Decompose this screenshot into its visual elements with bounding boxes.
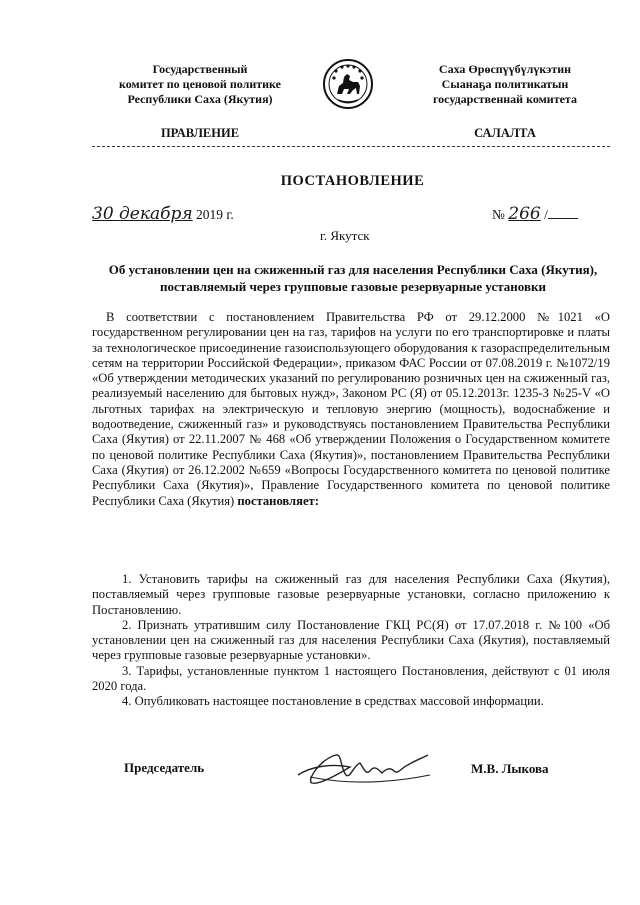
department-right: САЛАЛТА xyxy=(474,126,536,140)
resolution-item: 3. Тарифы, установленные пунктом 1 настоящего Постановления, действуют с 01 июля 2020 года. xyxy=(92,663,610,694)
preamble-text: В соответствии с постановлением Правительства РФ от 29.12.2000 №1021 «О государственном регулировании цен на газ, тарифов на услуги по его транспортировке и платы за технологическое присоединение газоиспользующего оборудования к газораспределительным сетям на территории Российской Федерации», приказом ФАС России от 07.08.2019 г. №1072/19 «Об утверждении методических указаний по регулированию розничных цен на сжиженный газ, реализуемый населению для бытовых нужд», Законом РС (Я) от 05.12.2013г. 1235-З №25-V «О льготных тарифах на электрическую и тепловую энергию (мощность), водоснабжение и водоотведение, сжиженный газ» и руководствуясь постановлением Правительства Республики Саха (Якутия) от 22.11.2007 № 468 «Об утверждении Положения о Государственном комитете по ценовой политике Республики Саха (Якутия)», постановлением Правительства Республики Саха (Якутия) от 26.12.2002 №659 «Вопросы Государственного комитета по ценовой политике Республики Саха (Якутия)», Правление Государственного комитета по ценовой политике Республики Саха (Якутия) xyxy=(92,310,610,508)
header-right-line: государственнай комитета xyxy=(433,92,577,106)
signatory-position: Председатель xyxy=(124,760,205,775)
preamble xyxy=(92,310,610,509)
handwritten-number: 266 xyxy=(508,204,541,224)
document-number xyxy=(492,204,578,224)
document-title: ПОСТАНОВЛЕНИЕ xyxy=(280,173,425,189)
resolution-item: 4. Опубликовать настоящее постановление в средствах массовой информации. xyxy=(122,694,544,709)
header-right-line: Саха Өрөспүүбүлүкэтин xyxy=(438,62,572,76)
resolution-item: 1. Установить тарифы на сжиженный газ для населения Республики Саха (Якутия), поставляемый через групповые газовые резервуарные установки, согласно приложению к Постановлению. xyxy=(92,572,610,617)
handwritten-date: 30 декабря xyxy=(92,204,193,224)
resolves-keyword: постановляет: xyxy=(237,493,319,508)
header-right xyxy=(405,62,605,107)
document-date xyxy=(92,204,234,224)
number-slash: / xyxy=(544,207,548,222)
handwritten-signature xyxy=(290,745,440,795)
number-underline xyxy=(548,218,578,219)
department-left: ПРАВЛЕНИЕ xyxy=(160,126,240,140)
header-divider xyxy=(92,146,610,147)
resolution-items xyxy=(92,572,610,710)
header-left-line: Республики Саха (Якутия) xyxy=(127,92,273,106)
coat-of-arms-icon xyxy=(322,58,374,110)
header-left xyxy=(100,62,300,107)
header-right-line: Сыанаҕа политикатын xyxy=(441,77,569,91)
document-city: г. Якутск xyxy=(320,228,370,243)
number-prefix: № xyxy=(492,207,505,222)
header-left-line: комитет по ценовой политике xyxy=(119,77,281,91)
resolution-item: 2. Признать утратившим силу Постановление ГКЦ РС(Я) от 17.07.2018 г. №100 «Об установлении цен на сжиженный газ для населения Республики Саха (Якутия), поставляемый через групповые газовые резервуарные установки». xyxy=(92,617,610,663)
header-left-line: Государственный xyxy=(152,62,248,76)
date-suffix: 2019 г. xyxy=(196,207,234,222)
signatory-name: М.В. Лыкова xyxy=(471,761,549,776)
document-subject: Об установлении цен на сжиженный газ для населения Республики Саха (Якутия), поставляемый через групповые газовые резервуарные установки xyxy=(108,262,598,294)
preamble-paragraph xyxy=(92,310,610,509)
